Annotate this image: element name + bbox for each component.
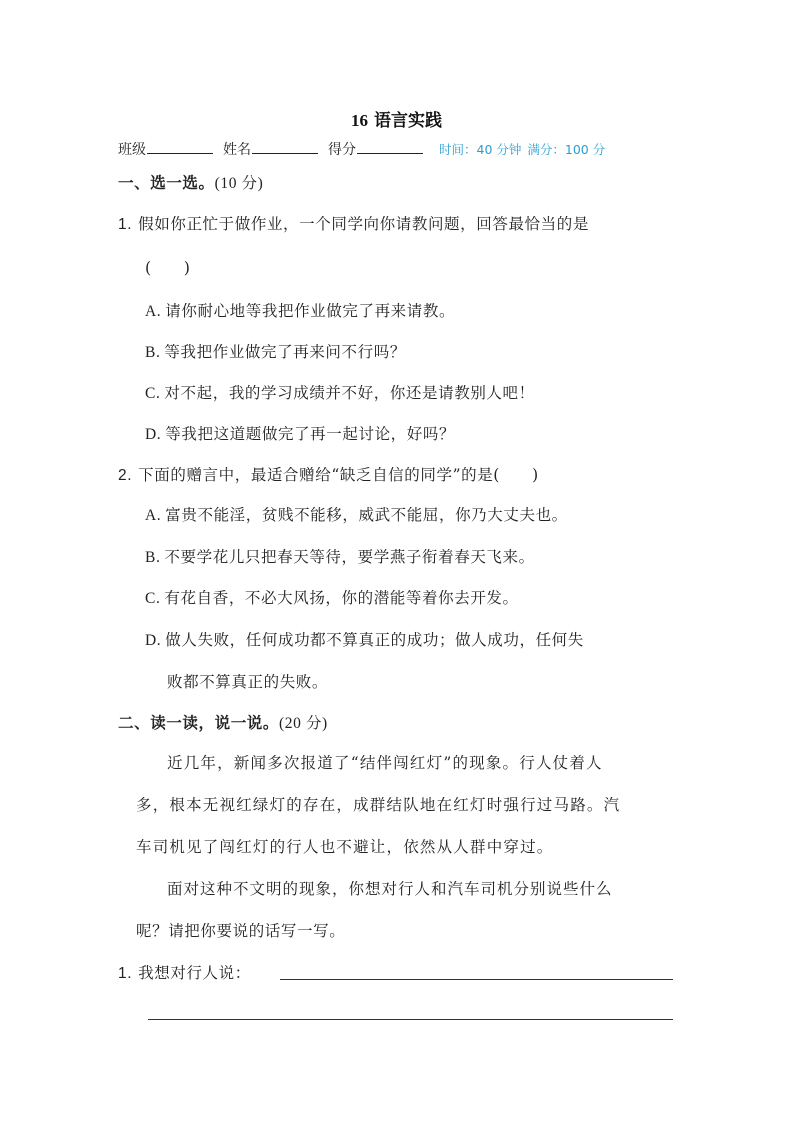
section-1-heading bbox=[118, 171, 263, 193]
question-1-number: 1. bbox=[118, 216, 133, 233]
q1-option-a[interactable] bbox=[145, 299, 455, 321]
question-2-number: 2. bbox=[118, 467, 133, 484]
option-label: B. bbox=[145, 549, 161, 566]
option-text: 富贵不能淫，贫贱不能移，威武不能屈，你乃大丈夫也。 bbox=[165, 506, 568, 524]
question-1 bbox=[118, 212, 589, 234]
question-1-text: 假如你正忙于做作业，一个同学向你请教问题，回答最恰当的是 bbox=[138, 215, 589, 233]
answer-question-1 bbox=[118, 961, 251, 983]
class-label: 班级 bbox=[118, 142, 146, 158]
header-info-row bbox=[118, 139, 678, 159]
option-label: D. bbox=[145, 632, 162, 649]
question-2 bbox=[118, 463, 539, 485]
question-2-text: 下面的赠言中，最适合赠给“缺乏自信的同学”的是( ) bbox=[138, 466, 539, 484]
section-2-points: (20 分) bbox=[279, 715, 328, 732]
option-label: A. bbox=[145, 507, 162, 524]
option-text: 等我把这道题做完了再一起讨论，好吗？ bbox=[165, 425, 456, 443]
full-score: 满分：100 分 bbox=[527, 142, 606, 157]
section-2-heading bbox=[118, 711, 328, 733]
score-field[interactable] bbox=[357, 141, 423, 154]
answer-question-1-number: 1. bbox=[118, 965, 133, 982]
passage-line-3: 车司机见了闯红灯的行人也不避让，依然从人群中穿过。 bbox=[136, 838, 554, 856]
question-1-answer-bracket[interactable]: ( ) bbox=[145, 259, 191, 277]
option-text: 等我把作业做完了再来问不行吗？ bbox=[164, 343, 406, 361]
name-field[interactable] bbox=[252, 141, 318, 154]
q2-option-d-continuation: 败都不算真正的失败。 bbox=[167, 673, 329, 691]
q2-option-a[interactable] bbox=[145, 503, 568, 525]
option-label: A. bbox=[145, 303, 162, 320]
prompt-line-1: 面对这种不文明的现象，你想对行人和汽车司机分别说些什么 bbox=[167, 880, 613, 898]
title-text: 语言实践 bbox=[374, 111, 442, 131]
section-2-title: 二、读一读，说一说。 bbox=[118, 713, 280, 732]
q1-option-b[interactable] bbox=[145, 340, 406, 362]
section-1-points: (10 分) bbox=[214, 175, 264, 192]
option-label: B. bbox=[145, 344, 161, 361]
option-label: C. bbox=[145, 385, 161, 402]
q1-option-c[interactable] bbox=[145, 381, 535, 403]
option-text: 对不起，我的学习成绩并不好，你还是请教别人吧！ bbox=[164, 384, 535, 402]
class-field[interactable] bbox=[147, 141, 213, 154]
answer-question-1-text: 我想对行人说： bbox=[138, 964, 251, 982]
q2-option-b[interactable] bbox=[145, 545, 535, 567]
name-label: 姓名 bbox=[223, 142, 251, 158]
prompt-line-2: 呢？请把你要说的话写一写。 bbox=[136, 922, 346, 940]
passage-line-2: 多，根本无视红绿灯的存在，成群结队地在红灯时强行过马路。汽 bbox=[136, 796, 621, 814]
score-label: 得分 bbox=[328, 142, 356, 158]
time-limit: 时间：40 分钟 bbox=[439, 142, 522, 157]
q2-option-c[interactable] bbox=[145, 586, 519, 608]
answer-line-2[interactable] bbox=[148, 1019, 673, 1020]
q2-option-d[interactable] bbox=[145, 628, 584, 650]
option-text: 不要学花儿只把春天等待，要学燕子衔着春天飞来。 bbox=[164, 548, 535, 566]
option-label: C. bbox=[145, 590, 161, 607]
answer-line-1[interactable] bbox=[280, 979, 673, 980]
option-text: 请你耐心地等我把作业做完了再来请教。 bbox=[165, 302, 456, 320]
page-title bbox=[0, 106, 793, 131]
passage-line-1: 近几年，新闻多次报道了“结伴闯红灯”的现象。行人仗着人 bbox=[167, 754, 603, 772]
q1-option-d[interactable] bbox=[145, 422, 455, 444]
option-label: D. bbox=[145, 426, 162, 443]
section-1-title: 一、选一选。 bbox=[118, 173, 215, 192]
option-text: 做人失败，任何成功都不算真正的成功；做人成功，任何失 bbox=[165, 631, 584, 649]
title-number: 16 bbox=[351, 111, 368, 130]
option-text: 有花自香，不必大风扬，你的潜能等着你去开发。 bbox=[164, 589, 519, 607]
